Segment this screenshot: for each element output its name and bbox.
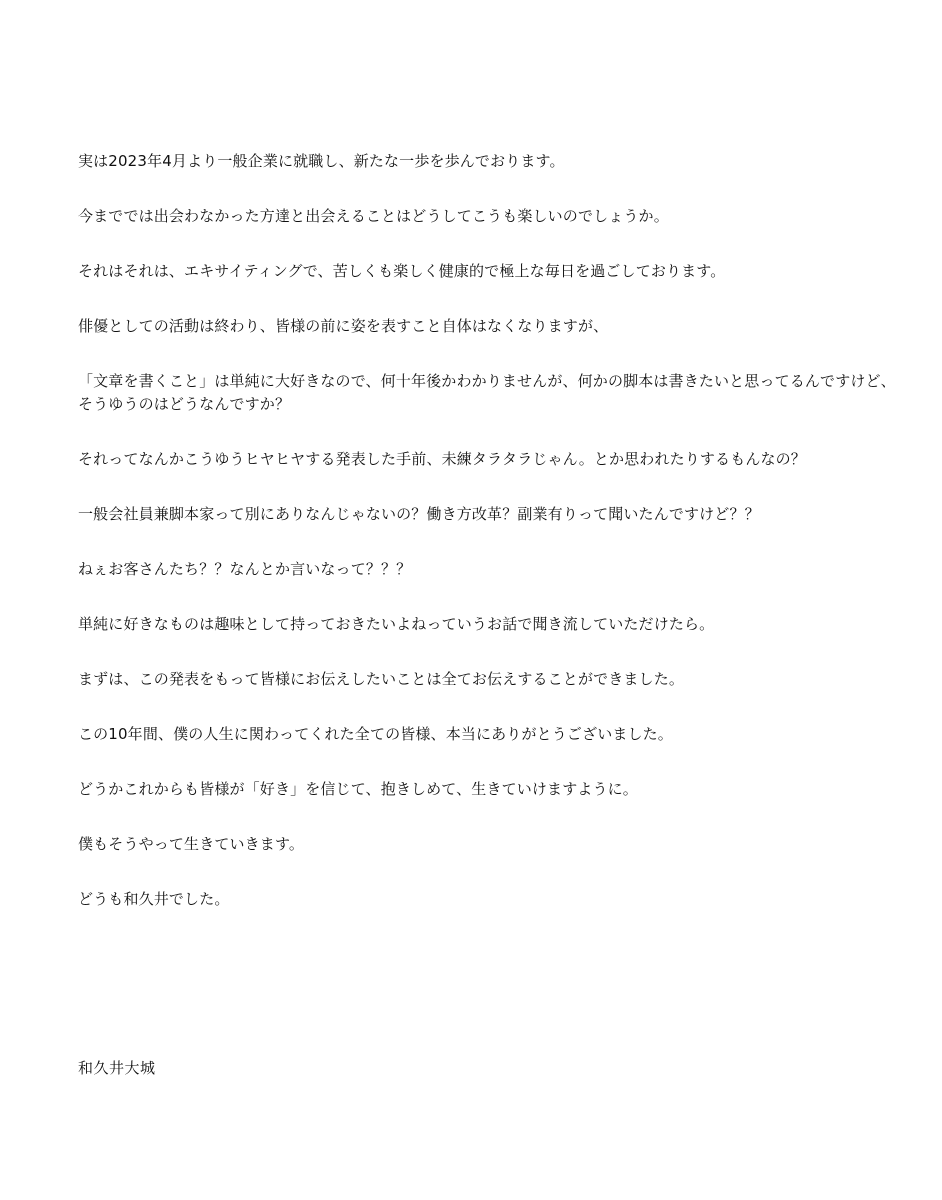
paragraph-10: まずは、この発表をもって皆様にお伝えしたいことは全てお伝えすることができました。 — [78, 670, 685, 688]
paragraph-8: ねぇお客さんたち？？なんとか言いなって？？？ — [78, 560, 412, 578]
paragraph-13: 僕もそうやって生きていきます。 — [78, 835, 305, 853]
paragraph-2: 今まででは出会わなかった方達と出会えることはどうしてこうも楽しいのでしょうか。 — [78, 207, 669, 225]
paragraph-12: どうかこれからも皆様が「好き」を信じて、抱きしめて、生きていけますように。 — [78, 780, 638, 798]
paragraph-1: 実は2023年4月より一般企業に就職し、新たな一歩を歩んでおります。 — [78, 152, 565, 170]
paragraph-6: それってなんかこうゆうヒヤヒヤする発表した手前、未練タラタラじゃん。とか思われたりするもんなの？ — [78, 450, 806, 468]
paragraph-5: 「文章を書くこと」は単純に大好きなので、何十年後かわかりませんが、何かの脚本は書きたいと思ってるんですけど、そうゆうのはどうなんですか？ — [78, 372, 896, 413]
paragraph-11: この10年間、僕の人生に関わってくれた全ての皆様、本当にありがとうございました。 — [78, 725, 673, 743]
paragraph-14: どうも和久井でした。 — [78, 890, 230, 908]
paragraph-3: それはそれは、エキサイティングで、苦しくも楽しく健康的で極上な毎日を過ごしております。 — [78, 262, 726, 280]
signature: 和久井大城 — [78, 1059, 156, 1077]
paragraph-7: 一般会社員兼脚本家って別にありなんじゃないの？働き方改革？副業有りって聞いたんですけど？？ — [78, 505, 760, 523]
letter-body — [78, 150, 898, 943]
paragraph-4: 俳優としての活動は終わり、皆様の前に姿を表すこと自体はなくなりますが、 — [78, 317, 609, 335]
paragraph-9: 単純に好きなものは趣味として持っておきたいよねっていうお話で聞き流していただけたら。 — [78, 615, 715, 633]
